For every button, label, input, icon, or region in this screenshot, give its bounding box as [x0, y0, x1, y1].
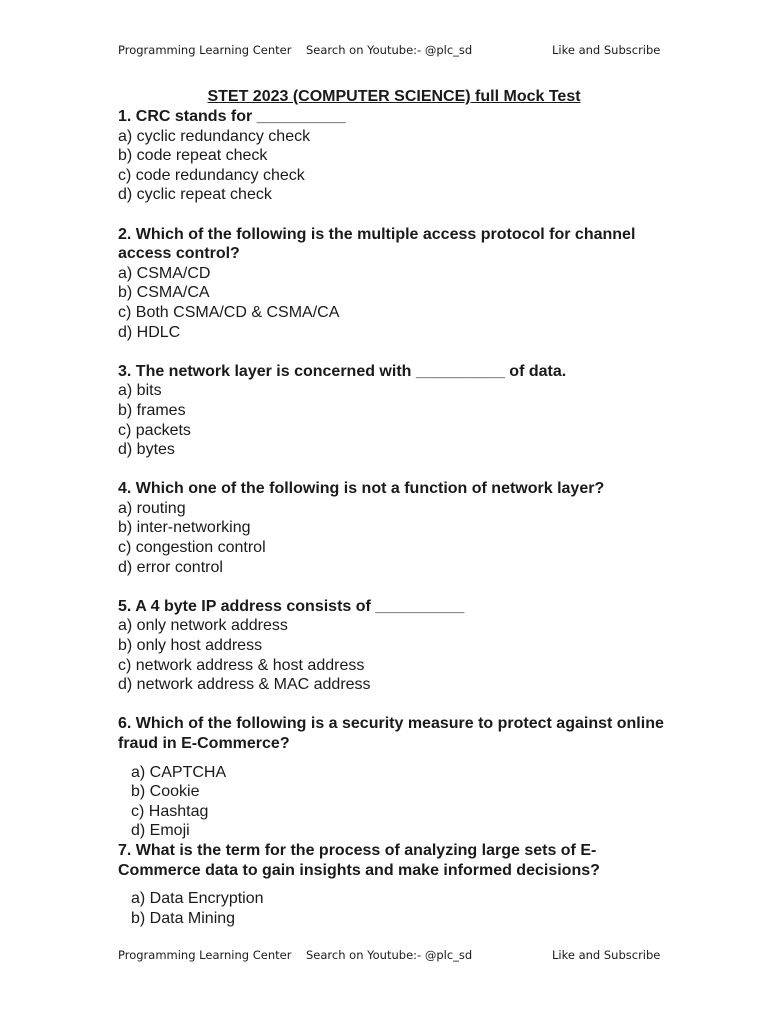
- question-text: 6. Which of the following is a security measure to protect against online fraud in E-Commerce?: [118, 715, 664, 752]
- footer-right-text: Like and Subscribe: [552, 948, 661, 962]
- option-b: b) frames: [118, 401, 186, 419]
- header-center-text: Search on Youtube:- @plc_sd: [306, 43, 473, 57]
- page-header: [0, 43, 768, 63]
- header-right-text: Like and Subscribe: [552, 43, 661, 57]
- footer-left-text: Programming Learning Center: [118, 948, 292, 962]
- option-b: b) only host address: [118, 637, 263, 655]
- question-block: [118, 107, 678, 205]
- option-b: b) CSMA/CA: [118, 284, 210, 302]
- option-a: a) routing: [118, 499, 186, 517]
- document-title-wrapper: [0, 87, 768, 107]
- option-d: d) Emoji: [131, 822, 190, 840]
- option-a: a) cyclic redundancy check: [118, 127, 311, 145]
- question-text: 4. Which one of the following is not a function of network layer?: [118, 480, 605, 498]
- option-c: c) Hashtag: [131, 802, 209, 820]
- option-b: b) code repeat check: [118, 147, 268, 165]
- question-text: 2. Which of the following is the multiple access protocol for channel access control?: [118, 225, 636, 263]
- question-text: 5. A 4 byte IP address consists of __________: [118, 597, 465, 615]
- option-a: a) Data Encryption: [131, 890, 264, 908]
- footer-center-text: Search on Youtube:- @plc_sd: [306, 948, 473, 962]
- question-block: [118, 714, 678, 841]
- header-left-text: Programming Learning Center: [118, 43, 292, 57]
- option-b: b) Cookie: [131, 783, 200, 801]
- option-c: c) congestion control: [118, 539, 266, 557]
- page-footer: [0, 948, 768, 968]
- question-text: 1. CRC stands for __________: [118, 108, 346, 125]
- question-text: 3. The network layer is concerned with __________ of data.: [118, 362, 567, 380]
- document-title: STET 2023 (COMPUTER SCIENCE) full Mock Test: [207, 88, 581, 105]
- question-block: [118, 841, 678, 928]
- option-d: d) HDLC: [118, 323, 181, 341]
- question-block: [118, 362, 678, 460]
- option-a: a) CAPTCHA: [131, 763, 227, 781]
- option-a: a) CSMA/CD: [118, 264, 211, 282]
- option-c: c) code redundancy check: [118, 166, 305, 184]
- option-b: b) inter-networking: [118, 519, 251, 537]
- option-b: b) Data Mining: [131, 909, 236, 927]
- option-c: c) Both CSMA/CD & CSMA/CA: [118, 303, 340, 321]
- option-d: d) network address & MAC address: [118, 676, 371, 694]
- question-block: [118, 225, 678, 343]
- question-text: 7. What is the term for the process of analyzing large sets of E-Commerce data to gain insights and make informed decisions?: [118, 841, 600, 879]
- option-a: a) only network address: [118, 617, 288, 635]
- option-d: d) cyclic repeat check: [118, 186, 272, 204]
- question-block: [118, 479, 678, 577]
- question-list: [118, 107, 678, 928]
- question-block: [118, 597, 678, 695]
- option-c: c) packets: [118, 421, 191, 439]
- option-d: d) bytes: [118, 441, 175, 459]
- option-a: a) bits: [118, 382, 162, 400]
- option-c: c) network address & host address: [118, 656, 365, 674]
- option-d: d) error control: [118, 558, 223, 576]
